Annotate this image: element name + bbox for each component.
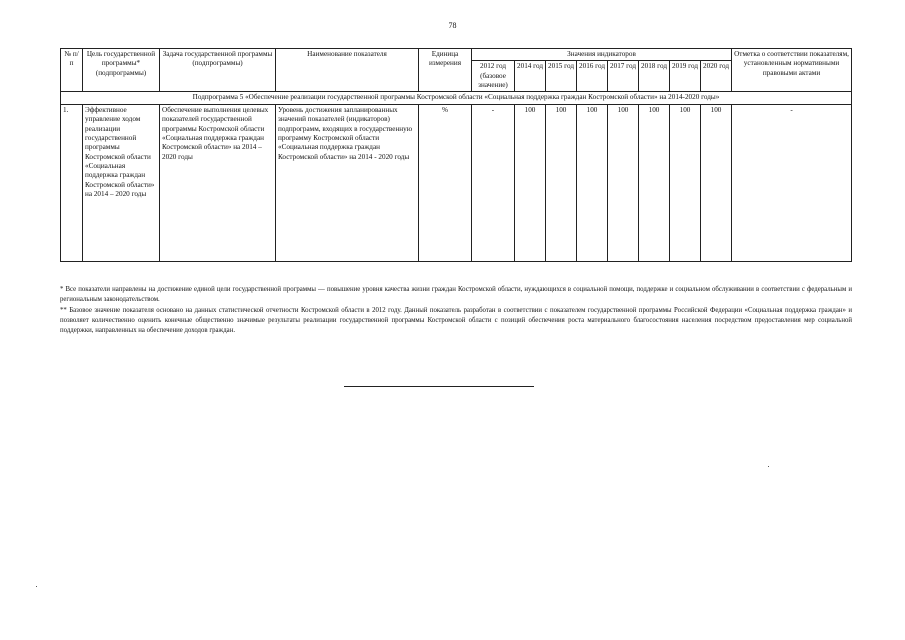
header-row-top: [61, 49, 852, 61]
row-value: -: [472, 104, 515, 261]
subprogram-title: Подпрограмма 5 «Обеспечение реализации государственной программы Костромской области «Социальная поддержка граждан Костромской области» на 2014-2020 годы»: [61, 92, 852, 104]
page-number: 78: [448, 21, 457, 30]
row-value: 100: [577, 104, 608, 261]
header-values-group: Значения индикаторов: [472, 49, 732, 61]
header-year: 2019 год: [670, 61, 701, 92]
header-year: 2017 год: [608, 61, 639, 92]
footnote: ** Базовое значение показателя основано на данных статистической отчетности Костромской области в 2012 году. Данный показатель разработан в соответствии с показателем государственной программы Российской Федерации «Социальная поддержка граждан» и позволяет количественно оценить конечные общественно значимые результаты реализации государственной программы Костромской области с позиций обеспечения роста материального благосостояния населения посредством предоставления мер социальной поддержки, направленных на обеспечение доходов граждан.: [60, 307, 852, 334]
separator-line: [344, 386, 534, 387]
scan-speck: [36, 586, 37, 587]
row-mark: -: [732, 104, 852, 261]
row-value: 100: [608, 104, 639, 261]
row-value: 100: [670, 104, 701, 261]
header-num: № п/п: [61, 49, 83, 92]
table-row: [61, 104, 852, 261]
row-goal: Эффективное управление ходом реализации государственной программы Костромской области «Социальная поддержка граждан Костромской области» на 2014 – 2020 годы: [83, 104, 160, 261]
header-year: 2018 год: [639, 61, 670, 92]
subprogram-row: [61, 92, 852, 104]
row-value: 100: [546, 104, 577, 261]
header-year: 2016 год: [577, 61, 608, 92]
header-year: 2020 год: [701, 61, 732, 92]
scan-speck: [768, 466, 769, 467]
footnotes: [60, 285, 852, 337]
header-year: 2015 год: [546, 61, 577, 92]
row-num: 1.: [61, 104, 83, 261]
header-goal: Цель государственной программы* (подпрограммы): [83, 49, 160, 92]
header-task: Задача государственной программы (подпрограммы): [160, 49, 276, 92]
row-value: 100: [701, 104, 732, 261]
row-unit: %: [419, 104, 472, 261]
header-indicator: Наименование показателя: [276, 49, 419, 92]
row-task: Обеспечение выполнения целевых показателей государственной программы Костромской области «Социальная поддержка граждан Костромской области» на 2014 – 2020 годы: [160, 104, 276, 261]
header-unit: Единица измерения: [419, 49, 472, 92]
header-mark: Отметка о соответствии показателям, установленным нормативными правовыми актами: [732, 49, 852, 92]
row-indicator: Уровень достижения запланированных значений показателей (индикаторов) подпрограмм, входящих в государственную программу Костромской области «Социальная поддержка граждан Костромской области» на 2014 - 2020 годы: [276, 104, 419, 261]
footnote: * Все показатели направлены на достижение единой цели государственной программы — повышение уровня качества жизни граждан Костромской области, нуждающихся в социальной помощи, поддержке и социальном обслуживании в соответствии с федеральным и региональным законодательством.: [60, 286, 852, 303]
header-year: 2014 год: [515, 61, 546, 92]
row-value: 100: [515, 104, 546, 261]
header-year: 2012 год (базовое значение): [472, 61, 515, 92]
row-value: 100: [639, 104, 670, 261]
indicators-table: [60, 48, 852, 262]
